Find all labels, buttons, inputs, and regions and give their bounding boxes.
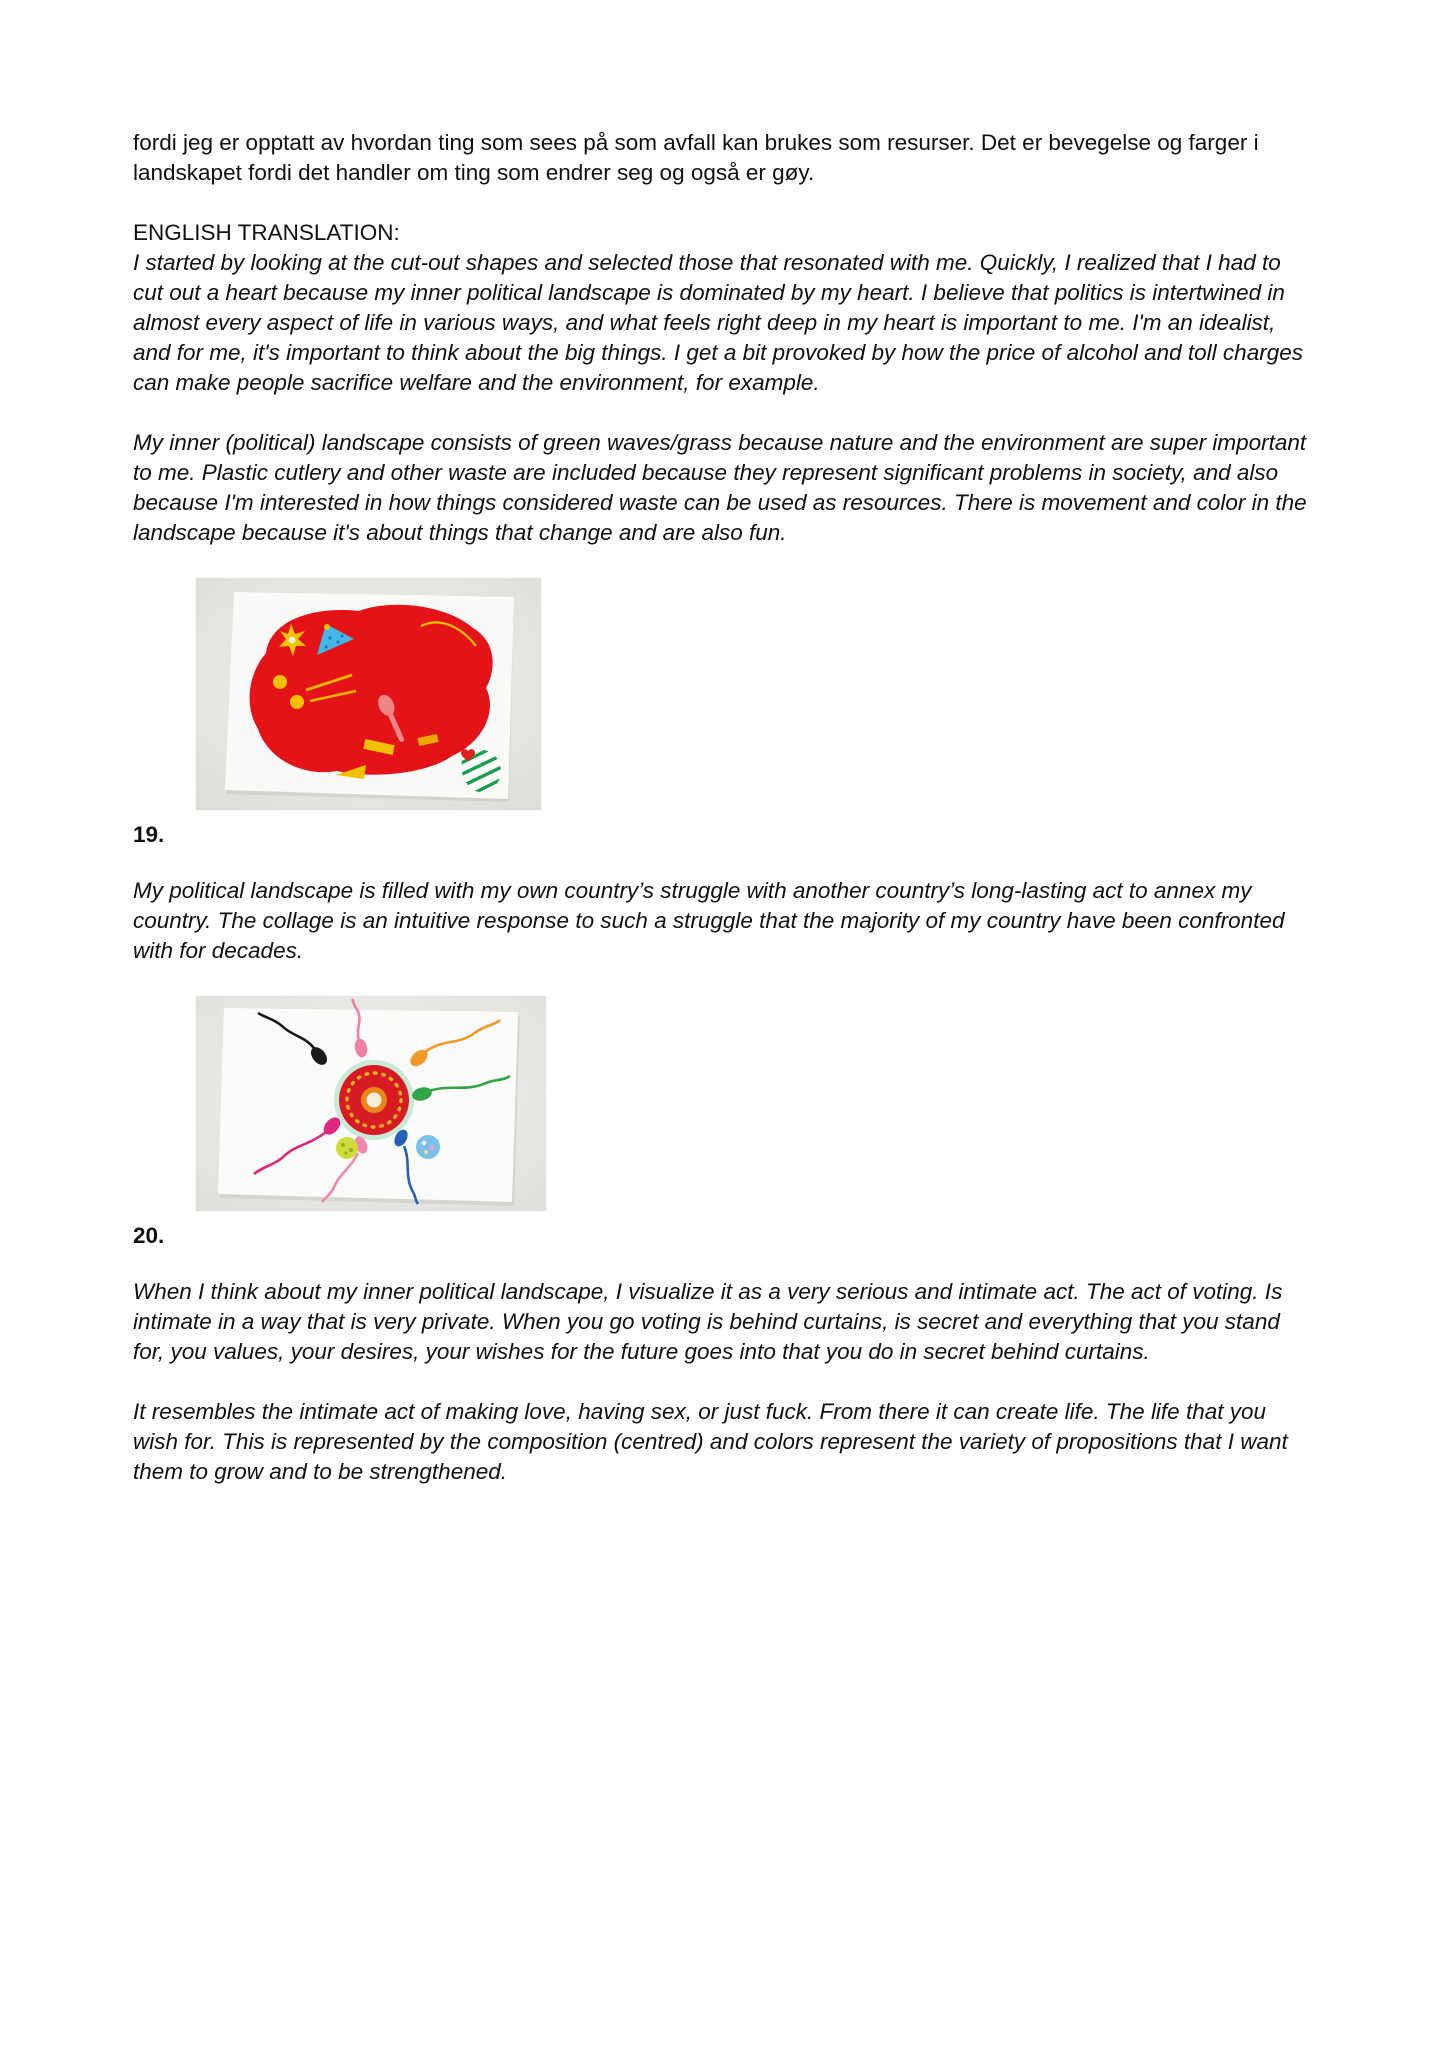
figure-number-19: 19.: [133, 822, 165, 847]
entry20-paragraph-2: It resembles the intimate act of making love, having sex, or just fuck. From there it can create life. The life that you wish for. This is represented by the composition (centred) and colors represent the variety of propositions that I want them to grow and to be strengthened.: [133, 1399, 1288, 1484]
blue-ball: [416, 1135, 440, 1159]
collage-photo-19: [196, 578, 541, 810]
yellow-green-ball: [336, 1137, 358, 1159]
translation-paragraph-1: I started by looking at the cut-out shapes and selected those that resonated with me. Quickly, I realized that I had to cut out a heart because my inner political landscape is dominated by my heart. I believe that politics is intertwined in almost every aspect of life in various ways, and what feels right deep in my heart is important to me. I'm an idealist, and for me, it's important to think about the big things. I get a bit provoked by how the price of alcohol and toll charges can make people sacrifice welfare and the environment, for example.: [133, 250, 1303, 395]
egg-target-shape: [334, 1060, 414, 1140]
caption-19: My political landscape is filled with my own country’s struggle with another country’s long-lasting act to annex my country. The collage is an intuitive response to such a struggle that the majority of my country have been confronted with for decades.: [133, 878, 1285, 963]
translation-paragraph-2: My inner (political) landscape consists of green waves/grass because nature and the environment are super important to me. Plastic cutlery and other waste are included because they represent significant problems in society, and also because I'm interested in how things considered waste can be used as resources. There is movement and color in the landscape because it's about things that change and are also fun.: [133, 430, 1307, 545]
collage-20-artwork: [196, 996, 546, 1211]
figure-number-20: 20.: [133, 1223, 165, 1248]
collage-photo-20: [196, 996, 546, 1211]
yellow-dot: [273, 675, 287, 689]
collage-19-artwork: [196, 578, 541, 810]
yellow-dot: [290, 695, 304, 709]
paragraph-norwegian: fordi jeg er opptatt av hvordan ting som sees på som avfall kan brukes som resurser. Det er bevegelse og farger i landskapet fordi det handler om ting som endrer seg og også er gøy.: [133, 130, 1259, 185]
entry20-paragraph-1: When I think about my inner political landscape, I visualize it as a very serious and intimate act. The act of voting. Is intimate in a way that is very private. When you go voting is behind curtains, is secret and everything that you stand for, you values, your desires, your wishes for the future goes into that you do in secret behind curtains.: [133, 1279, 1283, 1364]
english-translation-label: ENGLISH TRANSLATION:: [133, 220, 400, 245]
